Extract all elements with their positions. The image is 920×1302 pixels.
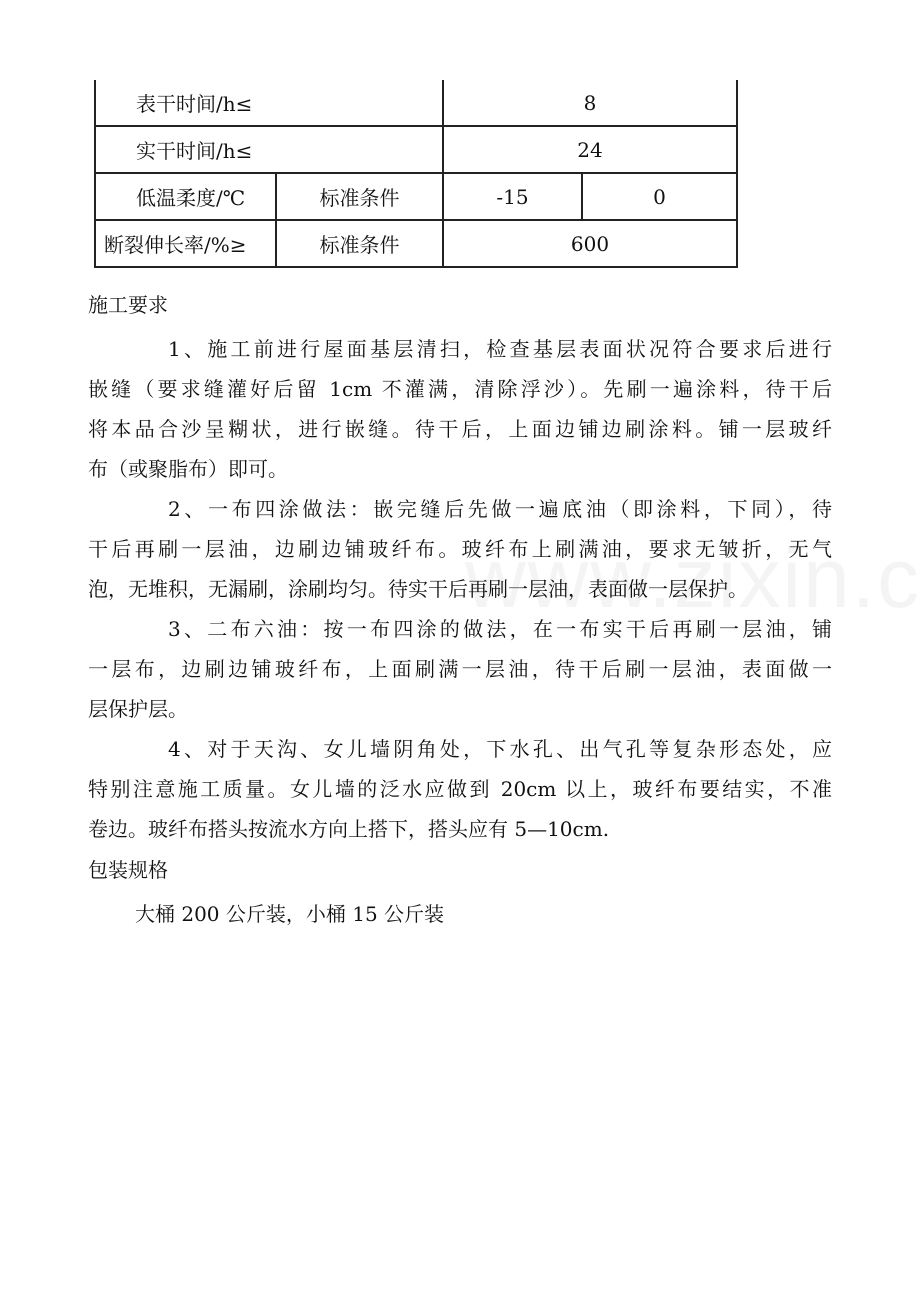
paragraph-line: 特别注意施工质量。女儿墙的泛水应做到 20cm 以上，玻纤布要结实，不准 <box>88 777 832 801</box>
paragraph-line: 干后再刷一层油，边刷边铺玻纤布。玻纤布上刷满油，要求无皱折，无气 <box>88 537 832 561</box>
paragraph-line: 泡，无堆积，无漏刷，涂刷均匀。待实干后再刷一层油，表面做一层保护。 <box>88 577 748 601</box>
paragraph-line: 1、施工前进行屋面基层清扫，检查基层表面状况符合要求后进行 <box>168 337 832 361</box>
table-row <box>95 80 737 126</box>
paragraph-line: 3、二布六油：按一布四涂的做法，在一布实干后再刷一层油，铺 <box>168 617 832 641</box>
paragraph-line: 4、对于天沟、女儿墙阴角处，下水孔、出气孔等复杂形态处，应 <box>168 737 832 761</box>
row-label: 实干时间/h≤ <box>95 126 443 173</box>
table-row <box>95 126 737 173</box>
row-value: 24 <box>443 126 737 173</box>
row-label: 表干时间/h≤ <box>95 80 443 126</box>
construction-item-4 <box>88 729 832 849</box>
packaging-heading: 包装规格 <box>88 858 168 882</box>
paragraph-line: 层保护层。 <box>88 697 188 721</box>
construction-item-2 <box>88 489 832 609</box>
paragraph-line: 布（或聚脂布）即可。 <box>88 457 288 481</box>
spec-table <box>94 80 738 268</box>
construction-item-1 <box>88 329 832 489</box>
row-condition: 标准条件 <box>276 220 443 267</box>
row-value: 8 <box>443 80 737 126</box>
paragraph-line: 嵌缝（要求缝灌好后留 1cm 不灌满，清除浮沙）。先刷一遍涂料，待干后 <box>88 377 832 401</box>
packaging-text: 大桶 200 公斤装，小桶 15 公斤装 <box>135 902 445 926</box>
table-row <box>95 220 737 267</box>
table-row <box>95 173 737 220</box>
paragraph-line: 一层布，边刷边铺玻纤布，上面刷满一层油，待干后刷一层油，表面做一 <box>88 657 832 681</box>
paragraph-line: 将本品合沙呈糊状，进行嵌缝。待干后，上面边铺边刷涂料。铺一层玻纤 <box>88 417 832 441</box>
row-condition: 标准条件 <box>276 173 443 220</box>
construction-item-3 <box>88 609 832 729</box>
row-value-a: -15 <box>443 173 582 220</box>
construction-heading: 施工要求 <box>88 293 168 317</box>
paragraph-line: 卷边。玻纤布搭头按流水方向上搭下，搭头应有 5—10cm. <box>88 817 610 841</box>
row-value: 600 <box>443 220 737 267</box>
paragraph-line: 2、一布四涂做法：嵌完缝后先做一遍底油（即涂料，下同），待 <box>168 497 832 521</box>
row-label: 断裂伸长率/%≥ <box>95 220 276 267</box>
row-label: 低温柔度/℃ <box>95 173 276 220</box>
row-value-b: 0 <box>582 173 737 220</box>
